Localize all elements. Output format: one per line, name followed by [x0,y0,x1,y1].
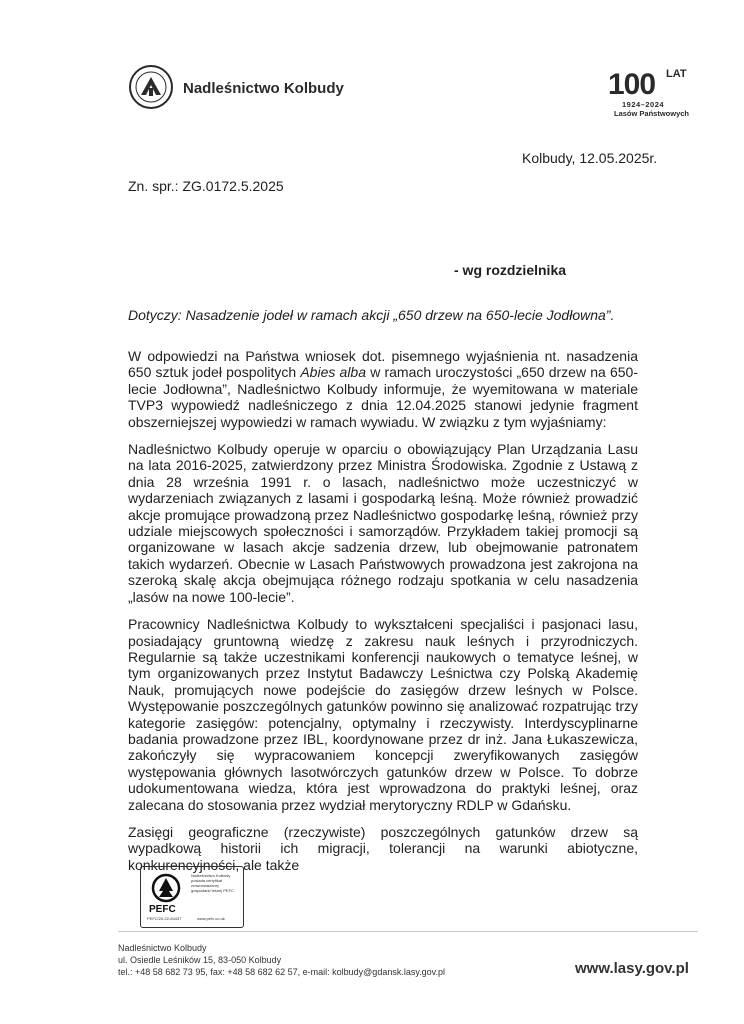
pefc-web: www.pefc.co.uk [197,916,225,921]
place-date: Kolbudy, 12.05.2025r. [522,150,658,166]
org-name: Nadleśnictwo Kolbudy [183,80,344,97]
pefc-label: PEFC [149,904,176,915]
footer-address: ul. Osiedle Leśników 15, 83-050 Kolbudy [118,955,282,965]
pefc-badge [140,866,244,928]
recipient: - wg rozdzielnika [454,262,567,278]
footer-divider [118,931,698,932]
footer-name: Nadleśnictwo Kolbudy [118,943,207,953]
footer-contact: tel.: +48 58 682 73 95, fax: +48 58 682 62 57, e-mail: kolbudy@gdansk.lasy.gov.pl [118,967,446,977]
anniversary-years: 1924–2024 [622,100,665,109]
anniversary-lat: LAT [666,68,687,80]
pefc-code: PEFC/20-22-84437 [147,916,182,921]
footer-website: www.lasy.gov.pl [575,960,689,977]
paragraph-1-start: W odpowiedzi na Państwa wniosek dot. pisemnego wyjaśnienia nt. nasadzenia 650 sztuk jodeł pospolitych [128,348,638,381]
paragraph-2: Nadleśnictwo Kolbudy operuje w oparciu o obowiązujący Plan Urządzania Lasu na lata 2016-2025, zatwierdzony przez Ministra Środowiska. Zgodnie z Ustawą z dnia 28 września 1991 r. o lasach, nadleśnictwo może uczestniczyć w wydarzeniach związanych z lasami i gospodarką leśną. Może również prowadzić akcje promujące prowadzoną przez Nadleśnictwo gospodarkę leśną, również przy udziale miejscowych społeczności i samorządów. Przykładem takiej promocji są organizowane w lasach akcje sadzenia drzew, lub obejmowanie patronatem takich wydarzeń. Obecnie w Lasach Państwowych prowadzona jest zakrojona na szeroką skalę akcja obejmująca różnego rodzaju spotkania w celu nasadzenia „lasów na nowe 100-lecie”. [128,441,638,605]
reference-number: Zn. spr.: ZG.0172.5.2025 [128,178,284,194]
pefc-tree-icon [149,873,183,903]
letter-body [128,348,638,884]
footer-address-block [118,942,445,978]
anniversary-label: Lasów Państwowych [614,109,690,118]
subject-line: Dotyczy: Nasadzenie jodeł w ramach akcji „650 drzew na 650-lecie Jodłowna”. [128,307,615,323]
paragraph-4: Zasięgi geograficzne (rzeczywiste) poszczególnych gatunków drzew są wypadkową historii ich migracji, tolerancji na warunki abiotyczne, konkurencyjności, ale także [128,823,638,873]
anniversary-logo [600,66,690,118]
paragraph-3: Pracownicy Nadleśnictwa Kolbudy to wykształceni specjaliści i pasjonaci lasu, posiadający gruntowną wiedzę z zakresu nauk leśnych i przyrodniczych. Regularnie są także uczestnikami konferencji naukowych o tematyce leśnej, w tym organizowanych przez Instytut Badawczy Leśnictwa czy Polską Akademię Nauk, promujących nowe podejście do zasięgów drzew leśnych w Polsce. Występowanie poszczególnych gatunków powinno się analizować rozpatrując trzy kategorie zasięgów: potencjalny, optymalny i rzeczywisty. Interdyscyplinarne badania prowadzone przez IBL, koordynowane przez dr inż. Jana Łukaszewicza, zakończyły się wypracowaniem koncepcji zweryfikowanych zasięgów występowania głównych lasotwórczych gatunków drzew w Polsce. To dobrze udokumentowana wiedza, która jest wprowadzona do praktyki leśnej, oraz zalecana do stosowania przez wydział merytoryczny RDLP w Gdańsku. [128,616,638,813]
paragraph-1 [128,348,638,430]
anniversary-number: 100 [608,68,656,101]
pefc-cert-text: Nadleśnictwo Kolbudy posiada certyfikat zrównoważonej gospodarki leśnej PEFC [191,873,234,893]
lasy-panstwowe-logo-icon [128,64,174,110]
species-name: Abies alba [300,364,367,381]
paragraph-1-end: w ramach uroczystości „650 drzew na 650-lecie Jodłowna”, Nadleśnictwo Kolbudy informuje, że wyemitowana w materiale TVP3 wypowiedź nadleśniczego z dnia 12.04.2025 stanowi jedynie fragment obszerniejszej wypowiedzi w ramach wywiadu. W związku z tym wyjaśniamy: [128,364,638,430]
